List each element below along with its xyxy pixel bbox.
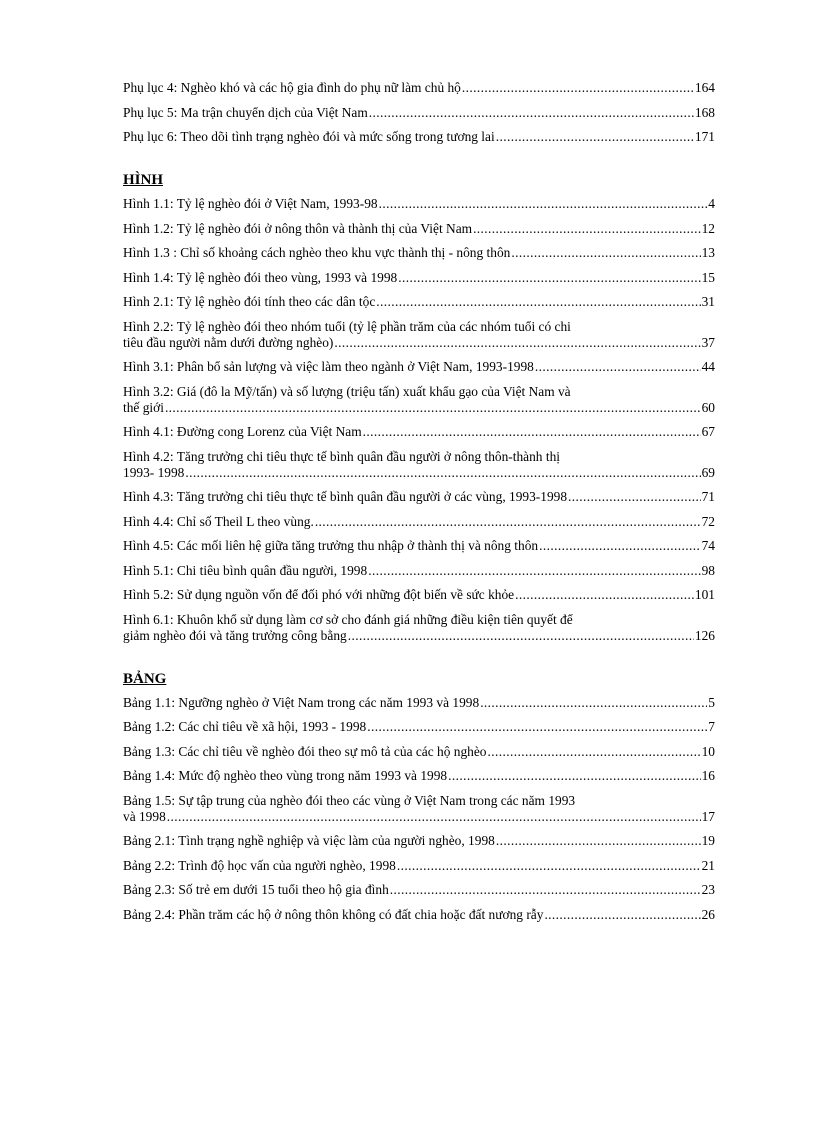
toc-entry-page-number: 17 (701, 808, 715, 824)
toc-entry-title: và 1998 (123, 808, 166, 824)
toc-entry-title: Hình 3.1: Phân bổ sản lượng và việc làm theo ngành ở Việt Nam, 1993-1998 (123, 359, 534, 374)
toc-entry-title: Hình 1.3 : Chỉ số khoảng cách nghèo theo khu vực thành thị - nông thôn (123, 245, 511, 260)
dot-leader (496, 833, 701, 849)
toc-entry-page-number: 21 (701, 857, 715, 873)
dot-leader (363, 424, 701, 440)
toc-entry-title: Phụ lục 4: Nghèo khó và các hộ gia đình do phụ nữ làm chủ hộ (123, 80, 461, 95)
toc-entry-page-number: 101 (694, 587, 715, 602)
dot-leader (368, 563, 700, 579)
dot-leader (379, 196, 708, 212)
toc-entry[interactable] (123, 793, 715, 825)
toc-entry[interactable] (123, 833, 715, 849)
toc-entry-page-number: 171 (694, 129, 715, 144)
toc-entry-title: Bảng 1.4: Mức độ nghèo theo vùng trong năm 1993 và 1998 (123, 768, 448, 783)
toc-entry[interactable] (123, 744, 715, 760)
dot-leader (462, 80, 694, 96)
toc-entry-page-number: 15 (701, 269, 715, 285)
figures-heading: HÌNH (123, 172, 164, 188)
toc-entry-title-line: Hình 6.1: Khuôn khổ sử dụng làm cơ sở cho đánh giá những điều kiện tiên quyết để (123, 611, 573, 627)
toc-entry-title: thế giới (123, 399, 164, 415)
toc-entry-title-line: Hình 4.2: Tăng trưởng chi tiêu thực tế bình quân đầu người ở nông thôn-thành thị (123, 448, 560, 464)
toc-entry[interactable] (123, 105, 715, 121)
toc-entry-page-number: 13 (701, 245, 715, 260)
dot-leader (511, 245, 700, 261)
toc-entry-page-number: 19 (701, 833, 715, 848)
toc-entry-page-number: 74 (701, 538, 715, 553)
toc-entry[interactable] (123, 245, 715, 261)
dot-leader (376, 294, 700, 310)
toc-entry-title: Hình 2.1: Tỷ lệ nghèo đói tính theo các dân tộc (123, 294, 376, 309)
dot-leader (515, 587, 694, 603)
dot-leader (167, 809, 701, 825)
toc-entry-page-number: 168 (694, 104, 715, 120)
toc-entry[interactable] (123, 294, 715, 310)
tables-list (123, 695, 715, 923)
toc-entry-title: Bảng 1.2: Các chỉ tiêu về xã hội, 1993 - 1998 (123, 719, 367, 734)
toc-entry-title: Hình 4.1: Đường cong Lorenz của Việt Nam (123, 424, 362, 439)
toc-entry-page-number: 69 (701, 464, 715, 480)
toc-entry[interactable] (123, 514, 715, 530)
table-of-contents (123, 80, 715, 931)
dot-leader (488, 744, 701, 760)
toc-entry[interactable] (123, 882, 715, 898)
toc-entry[interactable] (123, 424, 715, 440)
toc-entry-page-number: 37 (701, 334, 715, 350)
toc-entry-page-number: 12 (701, 220, 715, 236)
toc-entry[interactable] (123, 449, 715, 481)
toc-entry-page-number: 164 (694, 80, 715, 95)
appendices-list (123, 80, 715, 145)
dot-leader (367, 719, 707, 735)
toc-entry-title: Hình 1.2: Tỷ lệ nghèo đói ở nông thôn và thành thị của Việt Nam (123, 220, 473, 236)
toc-entry-title: Hình 4.5: Các mối liên hệ giữa tăng trưởng thu nhập ở thành thị và nông thôn (123, 538, 539, 553)
dot-leader (448, 768, 700, 784)
toc-entry-page-number: 10 (701, 743, 715, 759)
toc-entry-page-number: 67 (701, 424, 715, 439)
toc-entry-page-number: 31 (701, 294, 715, 309)
dot-leader (535, 359, 701, 375)
toc-entry-title: Bảng 2.2: Trình độ học vấn của người nghèo, 1998 (123, 857, 396, 873)
toc-entry-page-number: 16 (701, 768, 715, 783)
toc-entry-page-number: 5 (708, 694, 715, 710)
dot-leader (544, 907, 700, 923)
dot-leader (568, 489, 701, 505)
toc-entry[interactable] (123, 384, 715, 416)
toc-entry-page-number: 60 (701, 399, 715, 415)
tables-heading: BẢNG (123, 670, 167, 687)
toc-entry-title: Phụ lục 5: Ma trận chuyển dịch của Việt Nam (123, 104, 368, 120)
dot-leader (185, 465, 700, 481)
toc-entry[interactable] (123, 221, 715, 237)
dot-leader (390, 882, 701, 898)
toc-entry-title: Bảng 2.4: Phần trăm các hộ ở nông thôn không có đất chia hoặc đất nương rẫy (123, 906, 544, 922)
dot-leader (539, 538, 701, 554)
dot-leader (348, 628, 694, 644)
toc-entry-page-number: 71 (701, 489, 715, 504)
toc-entry-page-number: 4 (708, 196, 715, 211)
toc-entry[interactable] (123, 80, 715, 96)
toc-entry-title: Hình 1.4: Tỷ lệ nghèo đói theo vùng, 1993 và 1998 (123, 269, 398, 285)
toc-entry-page-number: 26 (701, 906, 715, 922)
toc-entry-title-line: Hình 3.2: Giá (đô la Mỹ/tấn) và số lượng (triệu tấn) xuất khẩu gạo của Việt Nam và (123, 383, 571, 399)
toc-entry[interactable] (123, 858, 715, 874)
toc-entry-title: Bảng 2.1: Tình trạng nghề nghiệp và việc làm của người nghèo, 1998 (123, 833, 495, 848)
toc-entry[interactable] (123, 563, 715, 579)
toc-entry[interactable] (123, 719, 715, 735)
toc-entry-title-line: Bảng 1.5: Sự tập trung của nghèo đói theo các vùng ở Việt Nam trong các năm 1993 (123, 792, 576, 808)
toc-entry-page-number: 126 (694, 627, 715, 643)
toc-entry[interactable] (123, 270, 715, 286)
toc-entry-page-number: 98 (701, 562, 715, 578)
toc-entry-title: Bảng 2.3: Số trẻ em dưới 15 tuổi theo hộ gia đình (123, 882, 389, 897)
toc-entry[interactable] (123, 196, 715, 212)
figures-list (123, 196, 715, 644)
dot-leader (369, 105, 694, 121)
dot-leader (397, 858, 701, 874)
toc-entry-title: tiêu đầu người nằm dưới đường nghèo) (123, 334, 334, 350)
dot-leader (398, 270, 700, 286)
dot-leader (315, 514, 701, 530)
dot-leader (496, 129, 694, 145)
toc-entry[interactable] (123, 612, 715, 644)
toc-entry[interactable] (123, 587, 715, 603)
toc-entry[interactable] (123, 907, 715, 923)
toc-entry-title: giảm nghèo đói và tăng trưởng công bằng (123, 627, 347, 643)
toc-entry-title: Hình 5.1: Chi tiêu bình quân đầu người, 1998 (123, 562, 368, 578)
toc-entry-title: Hình 4.3: Tăng trưởng chi tiêu thực tế bình quân đầu người ở các vùng, 1993-1998 (123, 489, 568, 504)
toc-entry-title: Bảng 1.1: Ngưỡng nghèo ở Việt Nam trong các năm 1993 và 1998 (123, 694, 480, 710)
dot-leader (473, 221, 701, 237)
toc-entry[interactable] (123, 129, 715, 145)
toc-entry[interactable] (123, 768, 715, 784)
toc-entry-title: 1993- 1998 (123, 464, 185, 480)
toc-entry-title: Hình 4.4: Chỉ số Theil L theo vùng. (123, 513, 314, 529)
toc-entry-page-number: 72 (701, 513, 715, 529)
toc-entry-title: Phụ lục 6: Theo dõi tình trạng nghèo đói và mức sống trong tương lai (123, 129, 495, 144)
toc-entry[interactable] (123, 538, 715, 554)
toc-entry-title: Hình 5.2: Sử dụng nguồn vốn để đối phó với những đột biến về sức khỏe (123, 587, 515, 602)
dot-leader (165, 400, 701, 416)
toc-entry[interactable] (123, 489, 715, 505)
toc-entry-page-number: 23 (701, 882, 715, 897)
toc-entry-page-number: 7 (708, 719, 715, 734)
toc-entry[interactable] (123, 359, 715, 375)
dot-leader (480, 695, 707, 711)
toc-entry-title-line: Hình 2.2: Tỷ lệ nghèo đói theo nhóm tuổi (tỷ lệ phần trăm của các nhóm tuổi có chi (123, 318, 571, 334)
toc-entry[interactable] (123, 695, 715, 711)
toc-entry-title: Bảng 1.3: Các chỉ tiêu về nghèo đói theo sự mô tả của các hộ nghèo (123, 743, 487, 759)
toc-entry-title: Hình 1.1: Tỷ lệ nghèo đói ở Việt Nam, 1993-98 (123, 196, 378, 211)
toc-entry-page-number: 44 (701, 359, 715, 374)
toc-entry[interactable] (123, 319, 715, 351)
dot-leader (334, 335, 700, 351)
